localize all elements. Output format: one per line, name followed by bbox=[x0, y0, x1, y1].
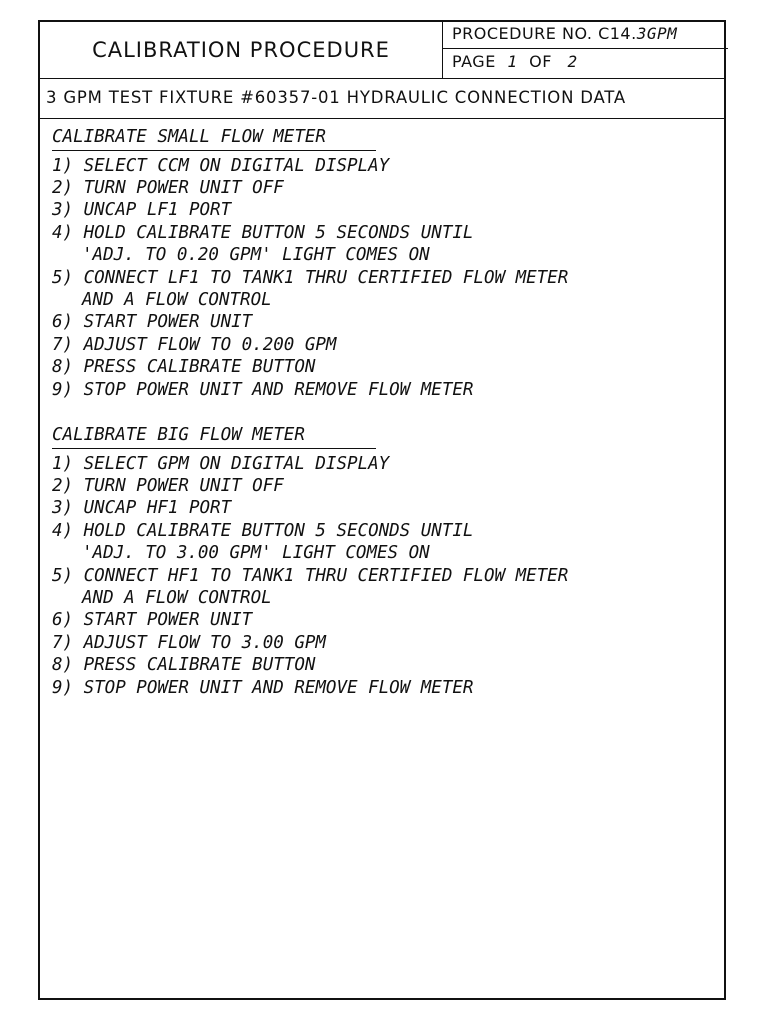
step-item: 9) STOP POWER UNIT AND REMOVE FLOW METER bbox=[52, 379, 474, 400]
section-heading-underline bbox=[52, 150, 376, 151]
step-item: 7) ADJUST FLOW TO 3.00 GPM bbox=[52, 632, 326, 653]
step-text: 4) HOLD CALIBRATE BUTTON 5 SECONDS UNTIL bbox=[52, 520, 474, 541]
fixture-subtitle: 3 GPM TEST FIXTURE #60357-01 HYDRAULIC CONNECTION DATA bbox=[46, 88, 626, 107]
subtitle-rule bbox=[40, 118, 724, 119]
header-divider-vertical bbox=[442, 22, 443, 78]
procedure-label: PROCEDURE NO. C14. bbox=[452, 24, 637, 43]
step-item: 2) TURN POWER UNIT OFF bbox=[52, 177, 284, 198]
section-heading: CALIBRATE BIG FLOW METER bbox=[52, 425, 305, 445]
step-item: 2) TURN POWER UNIT OFF bbox=[52, 475, 284, 496]
document-title: CALIBRATION PROCEDURE bbox=[92, 38, 390, 62]
step-item: 8) PRESS CALIBRATE BUTTON bbox=[52, 655, 316, 676]
page-of-label: OF bbox=[529, 52, 552, 71]
header-divider-horizontal bbox=[442, 48, 728, 49]
procedure-value: 3GPM bbox=[636, 24, 678, 43]
step-item: 6) START POWER UNIT bbox=[52, 610, 253, 631]
step-item: 6) START POWER UNIT bbox=[52, 312, 253, 333]
header-rule bbox=[40, 78, 724, 79]
step-continuation: AND A FLOW CONTROL bbox=[82, 587, 272, 608]
step-item bbox=[52, 267, 568, 312]
page-indicator bbox=[452, 52, 578, 71]
step-continuation: AND A FLOW CONTROL bbox=[82, 289, 272, 310]
step-text: 4) HOLD CALIBRATE BUTTON 5 SECONDS UNTIL bbox=[52, 222, 474, 243]
step-item: 7) ADJUST FLOW TO 0.200 GPM bbox=[52, 334, 337, 355]
step-text: 5) CONNECT HF1 TO TANK1 THRU CERTIFIED FLOW METER bbox=[52, 565, 569, 586]
step-item: 3) UNCAP HF1 PORT bbox=[52, 498, 232, 519]
step-continuation: 'ADJ. TO 0.20 GPM' LIGHT COMES ON bbox=[82, 245, 430, 266]
page-total: 2 bbox=[567, 52, 578, 71]
section-small-flow-meter bbox=[52, 126, 568, 401]
page-label: PAGE bbox=[452, 52, 496, 71]
step-item bbox=[52, 222, 568, 267]
step-item bbox=[52, 565, 568, 610]
procedure-sheet bbox=[38, 20, 726, 1000]
step-item: 8) PRESS CALIBRATE BUTTON bbox=[52, 357, 316, 378]
step-item bbox=[52, 520, 568, 565]
step-text: 5) CONNECT LF1 TO TANK1 THRU CERTIFIED FLOW METER bbox=[52, 267, 569, 288]
step-item: 1) SELECT GPM ON DIGITAL DISPLAY bbox=[52, 453, 390, 474]
procedure-number bbox=[452, 24, 677, 43]
section-heading-underline bbox=[52, 448, 376, 449]
step-item: 9) STOP POWER UNIT AND REMOVE FLOW METER bbox=[52, 677, 474, 698]
step-item: 1) SELECT CCM ON DIGITAL DISPLAY bbox=[52, 155, 390, 176]
page-current: 1 bbox=[507, 52, 518, 71]
step-item: 3) UNCAP LF1 PORT bbox=[52, 200, 232, 221]
section-big-flow-meter bbox=[52, 424, 568, 699]
step-continuation: 'ADJ. TO 3.00 GPM' LIGHT COMES ON bbox=[82, 543, 430, 564]
section-heading: CALIBRATE SMALL FLOW METER bbox=[52, 127, 326, 147]
